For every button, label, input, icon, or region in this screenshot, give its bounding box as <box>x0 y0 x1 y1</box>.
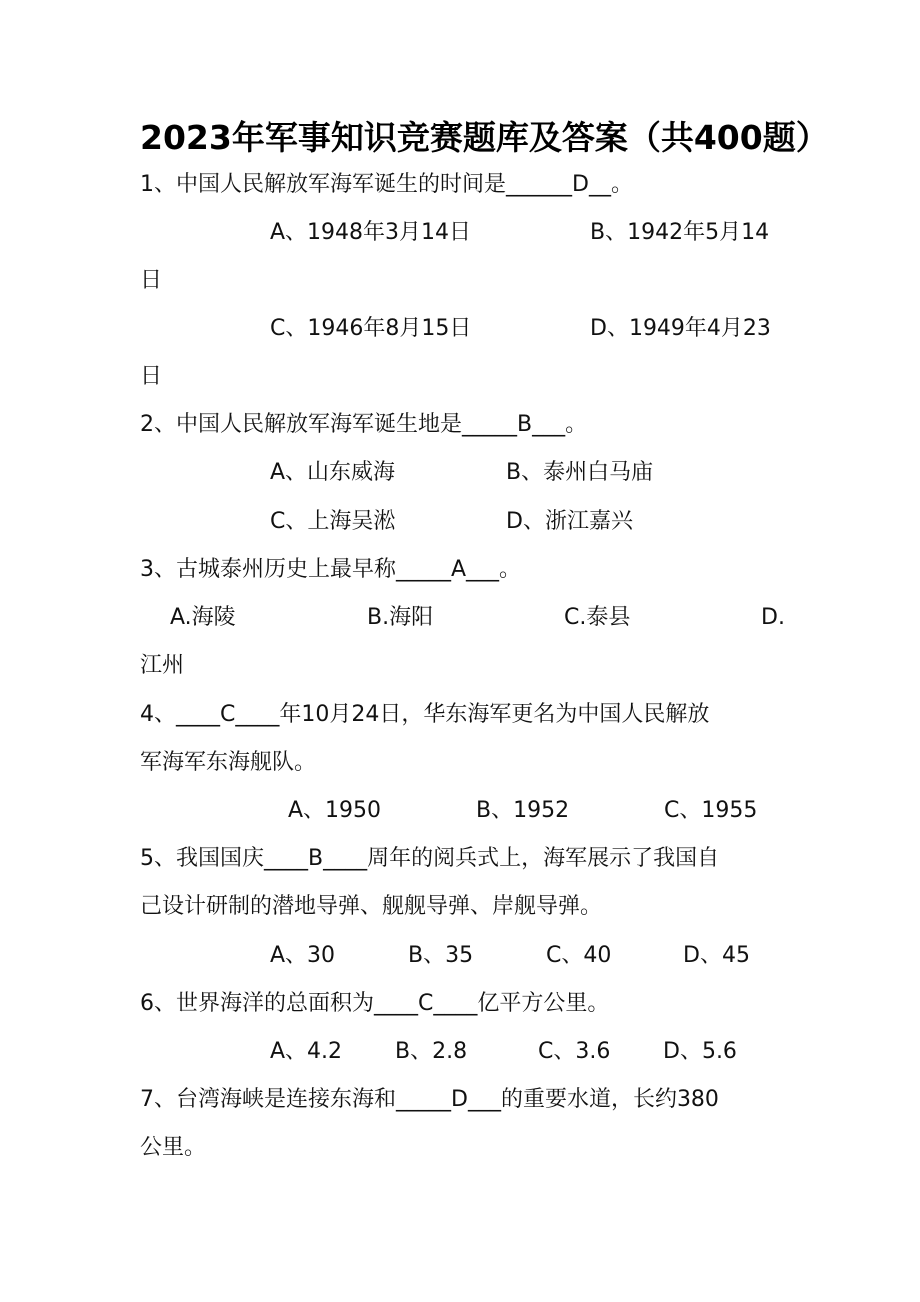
question-5-option-b: B、35 <box>408 943 474 968</box>
question-5-option-a: A、30 <box>270 943 336 968</box>
question-4-option-b: B、1952 <box>476 798 570 823</box>
question-6-option-c: C、3.6 <box>538 1039 611 1064</box>
document-title: 2023年军事知识竞赛题库及答案（共400题） <box>140 118 829 157</box>
question-5-option-d: D、45 <box>683 943 750 968</box>
question-4-text-line-2: 军海军东海舰队。 <box>140 750 317 775</box>
question-7-text-line-1: 7、台湾海峡是连接东海和_____D___的重要水道，长约380 <box>140 1087 719 1112</box>
question-6-option-b: B、2.8 <box>395 1039 468 1064</box>
question-3-option-a: A.海陵 <box>170 605 236 630</box>
question-1-option-d-wrap: 日 <box>140 364 163 389</box>
question-6-option-d: D、5.6 <box>663 1039 737 1064</box>
question-6-text: 6、世界海洋的总面积为____C____亿平方公里。 <box>140 991 610 1016</box>
question-3-option-b: B.海阳 <box>367 605 434 630</box>
question-3-option-c: C.泰县 <box>564 605 631 630</box>
question-1-option-b: B、1942年5月14 <box>590 220 770 245</box>
question-1-text: 1、中国人民解放军海军诞生的时间是______D__。 <box>140 172 633 197</box>
question-1-option-b-wrap: 日 <box>140 268 163 293</box>
question-1-option-c: C、1946年8月15日 <box>270 316 472 341</box>
question-4-option-c: C、1955 <box>664 798 758 823</box>
question-7-text-line-2: 公里。 <box>140 1135 207 1160</box>
question-5-option-c: C、40 <box>546 943 612 968</box>
question-2-option-c: C、上海吴淞 <box>270 509 396 534</box>
question-1-option-d: D、1949年4月23 <box>590 316 771 341</box>
question-4-text-line-1: 4、____C____年10月24日，华东海军更名为中国人民解放 <box>140 702 710 727</box>
question-5-text-line-1: 5、我国国庆____B____周年的阅兵式上，海军展示了我国自 <box>140 846 720 871</box>
question-6-option-a: A、4.2 <box>270 1039 343 1064</box>
question-4-option-a: A、1950 <box>288 798 382 823</box>
question-2-option-b: B、泰州白马庙 <box>506 460 654 485</box>
question-3-option-d: D. <box>761 605 785 630</box>
question-2-option-a: A、山东威海 <box>270 460 396 485</box>
question-2-option-d: D、浙江嘉兴 <box>506 509 633 534</box>
question-1-option-a: A、1948年3月14日 <box>270 220 472 245</box>
question-3-text: 3、古城泰州历史上最早称_____A___。 <box>140 557 522 582</box>
question-3-option-d-wrap: 江州 <box>140 653 185 678</box>
question-5-text-line-2: 己设计研制的潜地导弹、舰舰导弹、岸舰导弹。 <box>140 894 603 919</box>
question-2-text: 2、中国人民解放军海军诞生地是_____B___。 <box>140 412 588 437</box>
